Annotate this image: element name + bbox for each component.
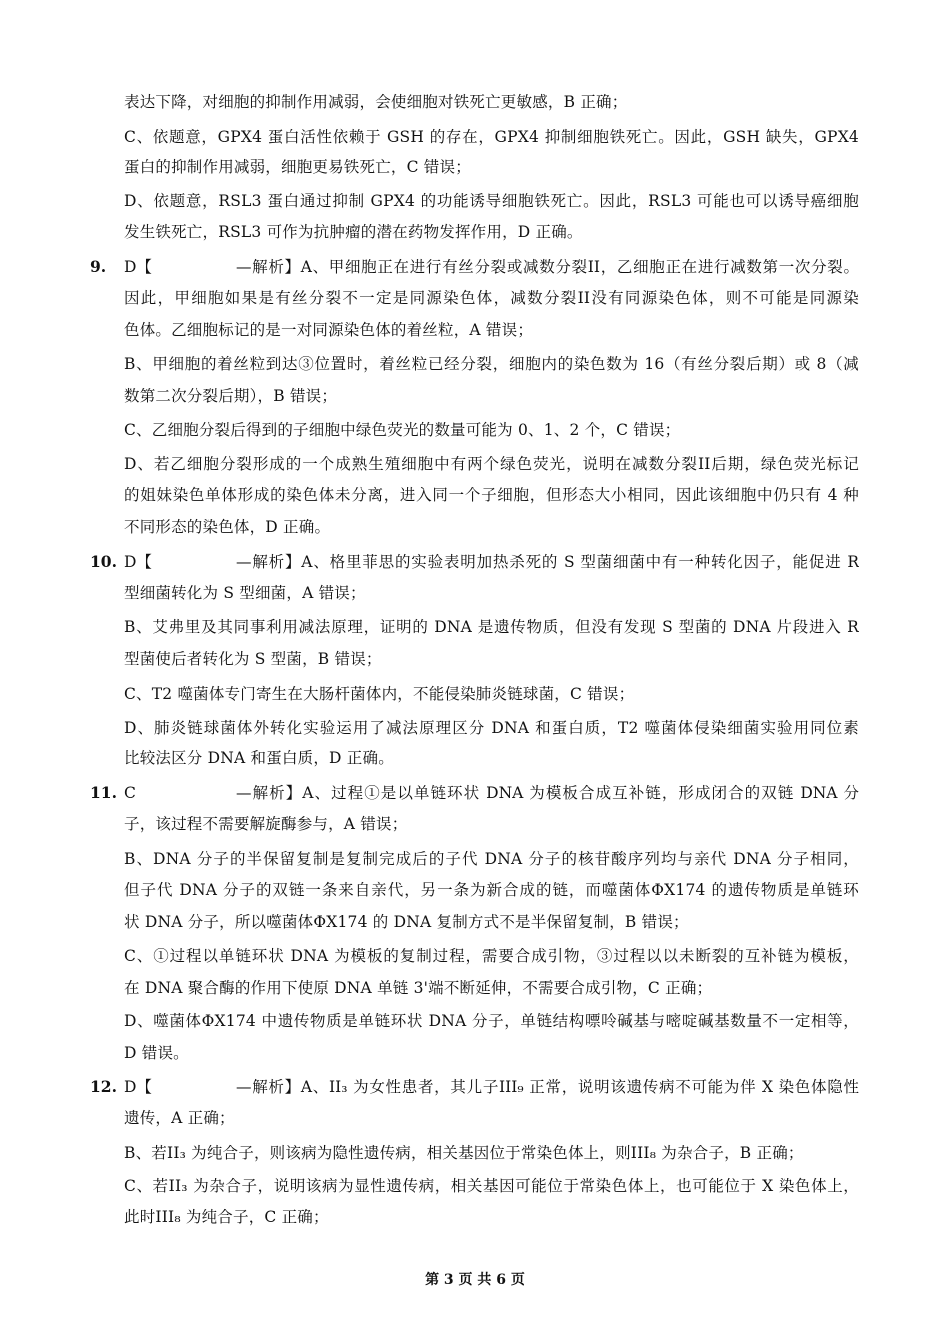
- text-line: 数第二次分裂后期），B 错误；: [124, 387, 338, 405]
- question-number: 12.: [90, 1077, 117, 1096]
- text-line: 型细菌转化为 S 型细菌，A 错误；: [124, 584, 366, 602]
- text-line: C、若II₃ 为杂合子，说明该病为显性遗传病，相关基因可能位于常染色体上，也可能位于 X 染色体上，: [124, 1177, 859, 1195]
- text-line: 因此，甲细胞如果是有丝分裂不一定是同源染色体，减数分裂II没有同源染色体，则不可能是同源染: [124, 289, 859, 307]
- question-number: 10.: [90, 552, 117, 571]
- text-line: 但子代 DNA 分子的双链一条来自亲代，另一条为新合成的链，而噬菌体ΦX174 的遗传物质是单链环: [124, 881, 859, 899]
- page-footer: 第 3 页 共 6 页: [425, 1272, 525, 1288]
- question-number: 9.: [90, 257, 107, 276]
- text-line: 此时III₈ 为纯合子，C 正确；: [124, 1208, 329, 1226]
- text-line: 子，该过程不需要解旋酶参与，A 错误；: [124, 815, 408, 833]
- text-line: D 错误。: [124, 1044, 189, 1062]
- answer-letter: D【: [124, 258, 152, 276]
- text-line: D、肺炎链球菌体外转化实验运用了减法原理区分 DNA 和蛋白质，T2 噬菌体侵染细菌实验用同位素: [124, 719, 859, 737]
- text-line: 蛋白的抑制作用减弱，细胞更易铁死亡，C 错误；: [124, 158, 471, 176]
- text-line: B、艾弗里及其同事利用减法原理，证明的 DNA 是遗传物质，但没有发现 S 型菌的 DNA 片段进入 R: [124, 618, 859, 636]
- text-line: 表达下降，对细胞的抑制作用减弱，会使细胞对铁死亡更敏感，B 正确；: [124, 93, 628, 111]
- analysis-first-line: —解析】A、甲细胞正在进行有丝分裂或减数分裂II，乙细胞正在进行减数第一次分裂。: [236, 258, 859, 276]
- question-number: 11.: [90, 783, 117, 802]
- text-line: 在 DNA 聚合酶的作用下使原 DNA 单链 3'端不断延伸，不需要合成引物，C 正确；: [124, 979, 713, 997]
- text-line: B、若II₃ 为纯合子，则该病为隐性遗传病，相关基因位于常染色体上，则III₈ 为杂合子，B 正确；: [124, 1144, 804, 1162]
- text-line: 比较法区分 DNA 和蛋白质，D 正确。: [124, 749, 394, 767]
- analysis-first-line: —解析】A、过程①是以单链环状 DNA 为模板合成互补链，形成闭合的双链 DNA 分: [236, 784, 859, 802]
- text-line: C、乙细胞分裂后得到的子细胞中绿色荧光的数量可能为 0、1、2 个，C 错误；: [124, 421, 681, 439]
- text-line: 的姐妹染色单体形成的染色体未分离，进入同一个子细胞，但形态大小相同，因此该细胞中仍只有 4 种: [124, 486, 859, 504]
- text-line: C、T2 噬菌体专门寄生在大肠杆菌体内，不能侵染肺炎链球菌，C 错误；: [124, 685, 635, 703]
- text-line: 色体。乙细胞标记的是一对同源染色体的着丝粒，A 错误；: [124, 321, 534, 339]
- text-line: 型菌使后者转化为 S 型菌，B 错误；: [124, 650, 382, 668]
- text-line: B、甲细胞的着丝粒到达③位置时，着丝粒已经分裂，细胞内的染色数为 16（有丝分裂后期）或 8（减: [124, 355, 859, 373]
- text-line: 状 DNA 分子，所以噬菌体ΦX174 的 DNA 复制方式不是半保留复制，B 错误；: [124, 913, 689, 931]
- answer-letter: D【: [124, 553, 152, 571]
- text-line: D、依题意，RSL3 蛋白通过抑制 GPX4 的功能诱导细胞铁死亡。因此，RSL3 可能也可以诱导癌细胞: [124, 192, 859, 210]
- text-line: C、①过程以单链环状 DNA 为模板的复制过程，需要合成引物，③过程以以未断裂的互补链为模板，: [124, 947, 859, 965]
- text-line: 发生铁死亡，RSL3 可作为抗肿瘤的潜在药物发挥作用，D 正确。: [124, 223, 583, 241]
- text-line: D、若乙细胞分裂形成的一个成熟生殖细胞中有两个绿色荧光，说明在减数分裂II后期，绿色荧光标记: [124, 455, 859, 473]
- analysis-first-line: —解析】A、II₃ 为女性患者，其儿子III₉ 正常，说明该遗传病不可能为伴 X 染色体隐性: [236, 1078, 859, 1096]
- text-line: B、DNA 分子的半保留复制是复制完成后的子代 DNA 分子的核苷酸序列均与亲代 DNA 分子相同，: [124, 850, 859, 868]
- answer-letter: C: [124, 784, 136, 802]
- answer-letter: D【: [124, 1078, 152, 1096]
- text-line: D、噬菌体ΦX174 中遗传物质是单链环状 DNA 分子，单链结构嘌呤碱基与嘧啶碱基数量不一定相等，: [124, 1012, 859, 1030]
- text-line: 遗传，A 正确；: [124, 1109, 235, 1127]
- text-line: C、依题意，GPX4 蛋白活性依赖于 GSH 的存在，GPX4 抑制细胞铁死亡。因此，GSH 缺失，GPX4: [124, 128, 859, 146]
- text-line: 不同形态的染色体，D 正确。: [124, 518, 331, 536]
- analysis-first-line: —解析】A、格里菲思的实验表明加热杀死的 S 型菌细菌中有一种转化因子，能促进 R: [236, 553, 859, 571]
